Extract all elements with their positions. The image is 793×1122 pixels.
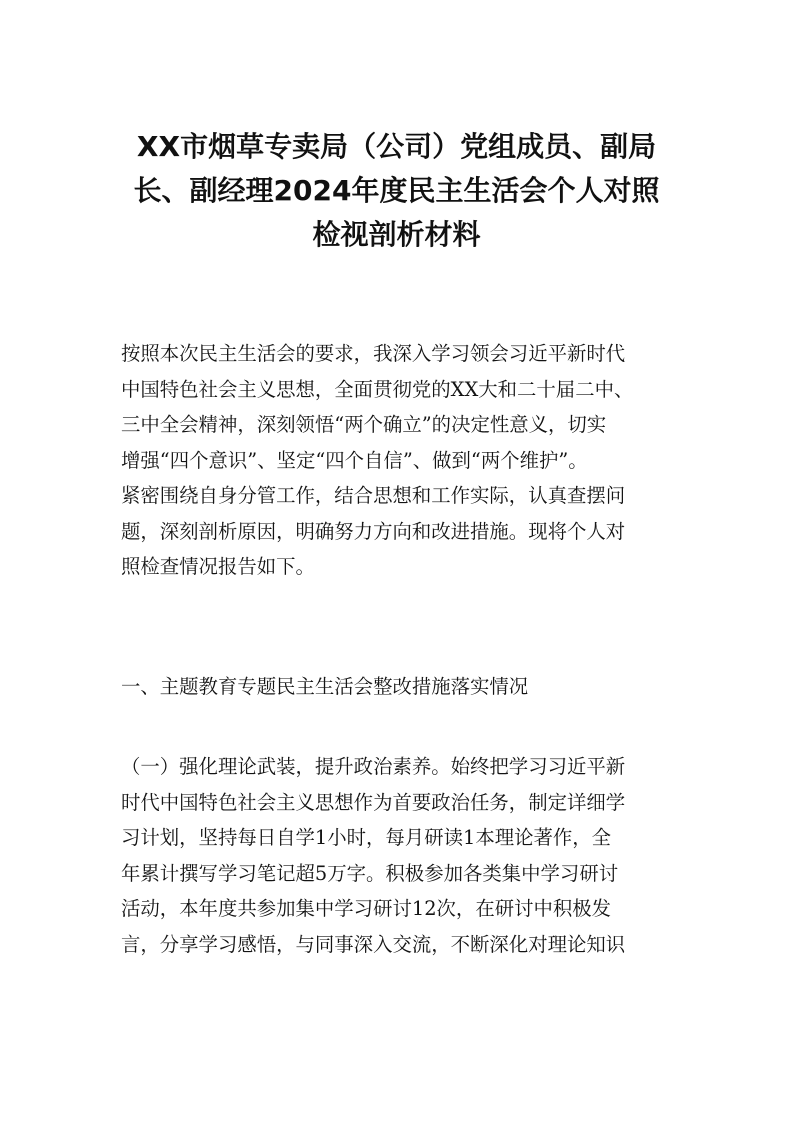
text-line: 三中全会精神，深刻领悟“两个确立”的决定性意义，切实 [121, 413, 607, 436]
title-line: 检视剖析材料 [312, 218, 481, 251]
intro-paragraph [121, 336, 673, 585]
heading-text: 一、主题教育专题民主生活会整改措施落实情况 [121, 675, 529, 698]
text-line: 中国特色社会主义思想，全面贯彻党的XX大和二十届二中、 [121, 377, 634, 401]
text-line: 年累计撰写学习笔记超5万字。积极参加各类集中学习研讨 [121, 861, 619, 885]
text-line: 活动，本年度共参加集中学习研讨12次，在研讨中积极发 [121, 897, 612, 920]
text-line: 按照本次民主生活会的要求，我深入学习领会习近平新时代 [121, 342, 626, 365]
section-heading [121, 669, 673, 705]
text-line: 题，深刻剖析原因，明确努力方向和改进措施。现将个人对 [121, 519, 626, 543]
document-title [100, 125, 693, 257]
text-line: 时代中国特色社会主义思想作为首要政治任务，制定详细学 [121, 790, 626, 814]
text-line: 照检查情况报告如下。 [121, 555, 315, 578]
text-line: （一）强化理论武装，提升政治素养。始终把学习习近平新 [121, 755, 626, 778]
text-line: 紧密围绕自身分管工作，结合思想和工作实际，认真查摆问 [121, 484, 626, 507]
section-paragraph [121, 749, 673, 962]
text-line: 习计划，坚持每日自学1小时，每月研读1本理论著作，全 [121, 826, 612, 849]
text-line: 言，分享学习感悟，与同事深入交流，不断深化对理论知识 [121, 932, 626, 956]
title-line: XX市烟草专卖局（公司）党组成员、副局 [136, 130, 657, 163]
title-line: 长、副经理2024年度民主生活会个人对照 [133, 174, 660, 207]
text-line: 增强“四个意识”、坚定“四个自信”、做到“两个维护”。 [121, 448, 588, 472]
